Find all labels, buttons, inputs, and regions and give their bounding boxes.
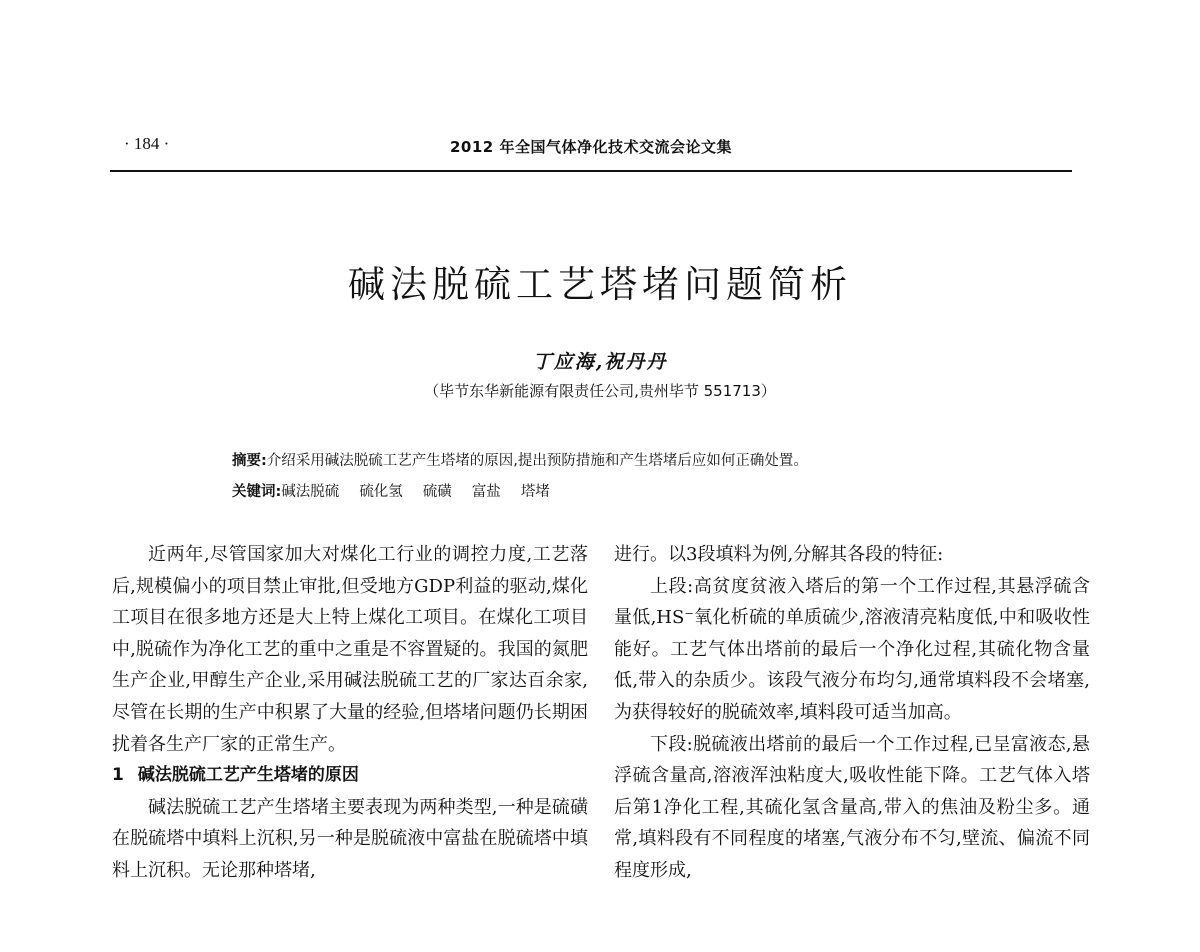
section-number: 1 xyxy=(112,765,124,786)
abstract-label: 摘要: xyxy=(232,453,267,469)
section-heading xyxy=(112,760,588,792)
paper-affiliation: （毕节东华新能源有限责任公司,贵州毕节 551713） xyxy=(424,382,776,400)
running-header xyxy=(110,126,1072,172)
journal-title: 2012 年全国气体净化技术交流会论文集 xyxy=(450,138,732,156)
paper-title: 碱法脱硫工艺塔堵问题简析 xyxy=(348,263,852,306)
left-column xyxy=(112,539,588,887)
keyword: 硫磺 xyxy=(422,484,452,500)
keyword: 碱法脱硫 xyxy=(281,484,340,500)
body-paragraph: 下段:脱硫液出塔前的最后一个工作过程,已呈富液态,悬浮硫含量高,溶液浑浊粘度大,吸收性能下降。工艺气体入塔后第1净化工程,其硫化氢含量高,带入的焦油及粉尘多。通常,填料段有不同程度的堵塞,气液分布不匀,壁流、偏流不同程度形成, xyxy=(614,733,1090,881)
keyword: 富盐 xyxy=(471,484,501,500)
section-title: 碱法脱硫工艺产生塔堵的原因 xyxy=(137,765,359,786)
keywords xyxy=(232,480,570,501)
right-column xyxy=(614,539,1090,887)
keywords-label: 关键词: xyxy=(232,484,282,500)
paper-authors: 丁应海,祝丹丹 xyxy=(532,351,668,373)
abstract xyxy=(232,449,808,470)
body-paragraph: 上段:高贫度贫液入塔后的第一个工作过程,其悬浮硫含量低,HS⁻氧化析硫的单质硫少,溶液清亮粘度低,中和吸收性能好。工艺气体出塔前的最后一个净化过程,其硫化物含量低,带入的杂质少。该段气液分布均匀,通常填料段不会堵塞,为获得较好的脱硫效率,填料段可适当加高。 xyxy=(614,575,1090,723)
keyword: 硫化氢 xyxy=(359,484,403,500)
keyword: 塔堵 xyxy=(520,484,550,500)
page-number: · 184 · xyxy=(124,134,170,153)
abstract-text: 介绍采用碱法脱硫工艺产生塔堵的原因,提出预防措施和产生塔堵后应如何正确处置。 xyxy=(266,453,808,469)
body-paragraph: 近两年,尽管国家加大对煤化工行业的调控力度,工艺落后,规模偏小的项目禁止审批,但受地方GDP利益的驱动,煤化工项目在很多地方还是大上特上煤化工项目。在煤化工项目中,脱硫作为净化工艺的重中之重是不容置疑的。我国的氮肥生产企业,甲醇生产企业,采用碱法脱硫工艺的厂家达百余家,尽管在长期的生产中积累了大量的经验,但塔堵问题仍长期困扰着各生产厂家的正常生产。 xyxy=(112,544,588,755)
body-paragraph: 进行。以3段填料为例,分解其各段的特征: xyxy=(614,544,944,565)
body-paragraph: 碱法脱硫工艺产生塔堵主要表现为两种类型,一种是硫磺在脱硫塔中填料上沉积,另一种是脱硫液中富盐在脱硫塔中填料上沉积。无论那种塔堵, xyxy=(112,796,588,881)
